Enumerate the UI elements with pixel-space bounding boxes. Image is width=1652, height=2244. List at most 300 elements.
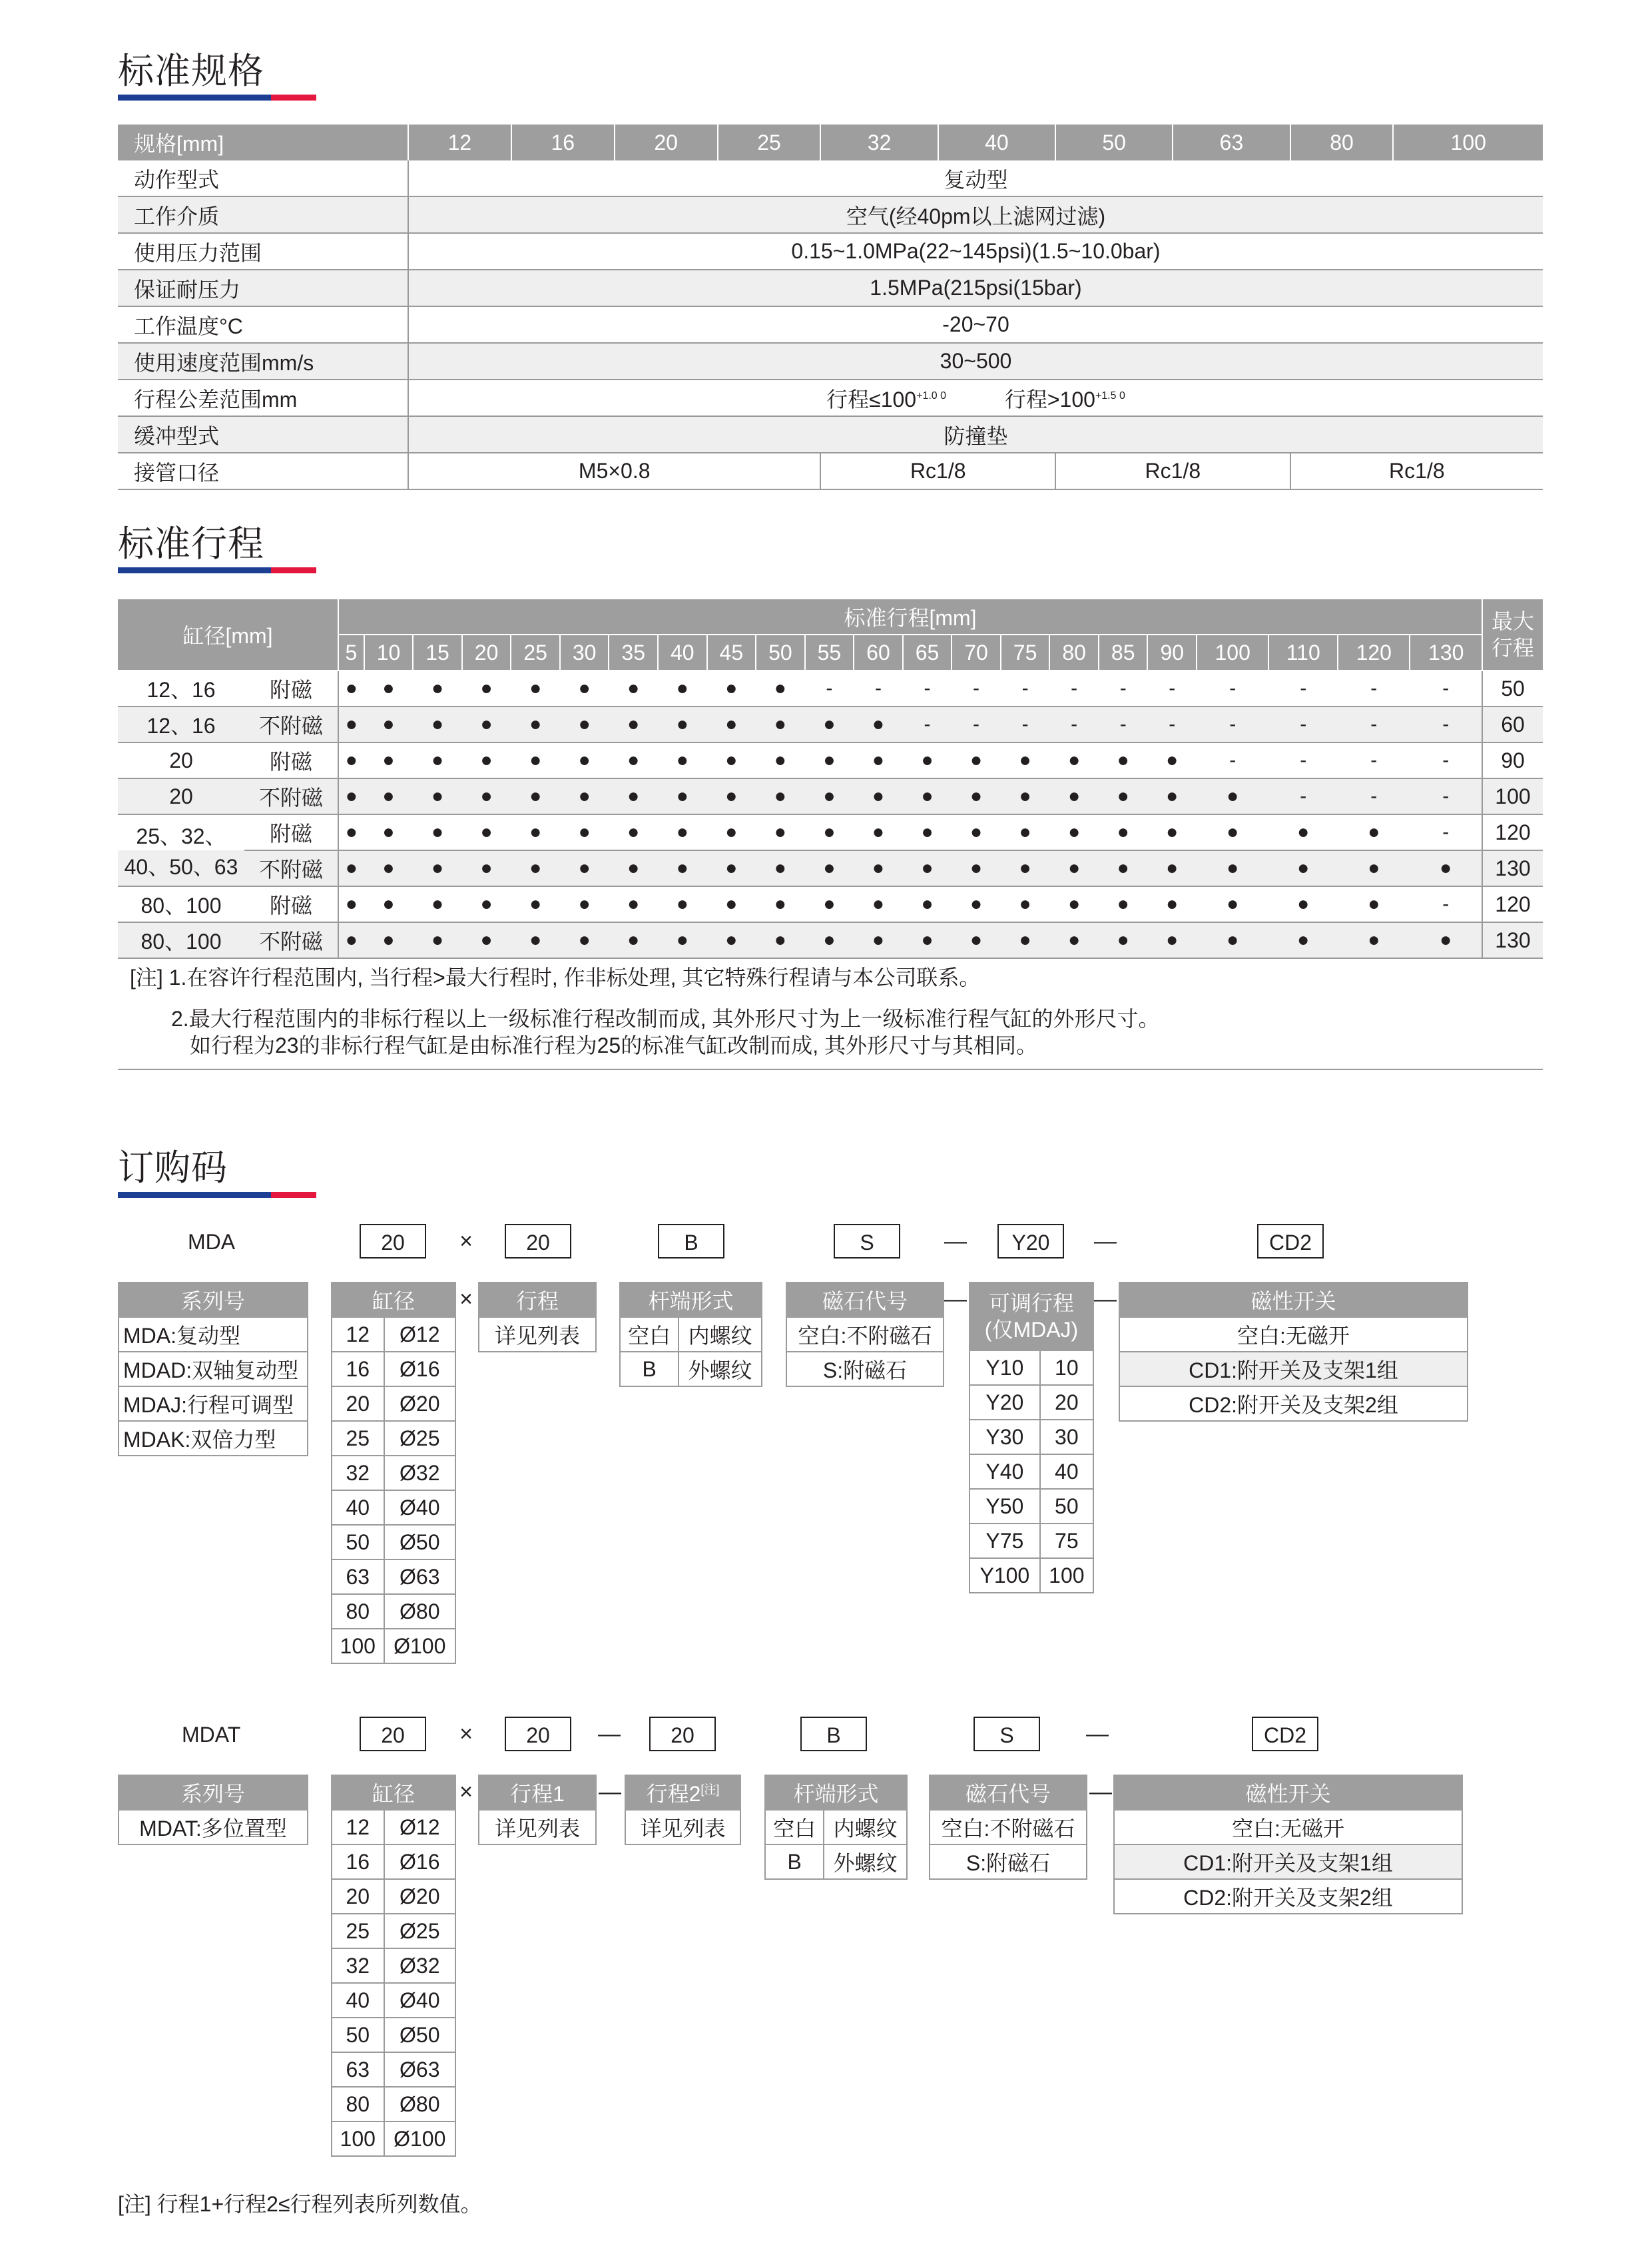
- available-dot: ●: [952, 814, 1001, 850]
- magnet-header: 磁石代号: [930, 1775, 1087, 1810]
- unavailable-dash: -: [1197, 706, 1268, 742]
- code-box-rod: B: [658, 1224, 724, 1259]
- code-box-bore: 20: [360, 1717, 426, 1751]
- available-dot: ●: [1099, 778, 1148, 814]
- bore-code: 20: [332, 1386, 384, 1421]
- available-dot: ●: [707, 778, 756, 814]
- available-dot: ●: [658, 671, 707, 706]
- bore-row: [332, 1879, 455, 1914]
- unavailable-dash: -: [1410, 706, 1482, 742]
- spec-row-label: 动作型式: [118, 160, 408, 196]
- available-dot: ●: [903, 814, 952, 850]
- available-dot: ●: [1099, 814, 1148, 850]
- stroke-row: [118, 778, 1543, 814]
- bore-code: 25: [332, 1421, 384, 1456]
- adjust-table: [969, 1282, 1094, 1593]
- port-value: Rc1/8: [1290, 453, 1543, 489]
- adjust-value: 100: [1040, 1558, 1093, 1593]
- title-underline: [118, 567, 316, 573]
- switch-item: CD2:附开关及支架2组: [1114, 1879, 1462, 1914]
- available-dot: ●: [462, 706, 511, 742]
- bore-row: [332, 1844, 455, 1879]
- available-dot: ●: [338, 778, 364, 814]
- bore-cell: 20: [118, 742, 244, 778]
- available-dot: ●: [756, 922, 805, 958]
- available-dot: ●: [658, 778, 707, 814]
- series-item: MDA:复动型: [119, 1317, 308, 1352]
- series-item: MDAD:双轴复动型: [119, 1352, 308, 1386]
- unavailable-dash: -: [1410, 778, 1482, 814]
- series-item: MDAK:双倍力型: [119, 1421, 308, 1456]
- series-item: MDAT:多位置型: [119, 1810, 308, 1844]
- bore-row: [332, 1421, 455, 1456]
- bore-code: 80: [332, 1594, 384, 1629]
- adjust-row: [969, 1489, 1093, 1524]
- bore-row: [332, 1914, 455, 1948]
- magnet-cell: 附磁: [244, 886, 338, 922]
- available-dot: ●: [364, 886, 413, 922]
- bore-diameter: Ø63: [384, 2052, 456, 2087]
- bore-row: [332, 1456, 455, 1490]
- stroke2-table: [625, 1775, 741, 1845]
- unavailable-dash: -: [1268, 671, 1338, 706]
- rod-table: [619, 1282, 762, 1387]
- spec-table: [118, 125, 1543, 490]
- available-dot: ●: [1049, 814, 1099, 850]
- tolerance-a-sup: +1.0 0: [916, 390, 947, 402]
- bore-cell: 40、50、63: [118, 850, 244, 886]
- stroke-value-header: 10: [364, 635, 413, 671]
- code-box-switch: CD2: [1257, 1224, 1324, 1259]
- unavailable-dash: -: [903, 706, 952, 742]
- bore-header: 缸径: [332, 1775, 455, 1810]
- stroke-value-header: 75: [1001, 635, 1050, 671]
- available-dot: ●: [707, 671, 756, 706]
- available-dot: ●: [756, 671, 805, 706]
- code-box-stroke1: 20: [505, 1717, 571, 1751]
- available-dot: ●: [364, 922, 413, 958]
- stroke-row: [118, 814, 1543, 850]
- stroke1-table: [478, 1775, 597, 1845]
- bore-diameter: Ø80: [384, 1594, 456, 1629]
- series-header: 系列号: [119, 1775, 308, 1810]
- available-dot: ●: [952, 850, 1001, 886]
- bore-row: [332, 2018, 455, 2052]
- stroke-value-header: 85: [1099, 635, 1148, 671]
- stroke-value-header: 80: [1049, 635, 1099, 671]
- adjust-header-line2: (仅MDAJ): [984, 1318, 1079, 1342]
- available-dot: ●: [364, 814, 413, 850]
- magnet-item: 空白:不附磁石: [786, 1317, 944, 1352]
- available-dot: ●: [1099, 922, 1148, 958]
- stroke-value-header: 35: [609, 635, 658, 671]
- adjust-row: [969, 1350, 1093, 1385]
- available-dot: ●: [854, 778, 903, 814]
- available-dot: ●: [338, 886, 364, 922]
- rod-code: 空白: [620, 1317, 679, 1352]
- bore-row: [332, 2121, 455, 2156]
- stroke-value-header: 20: [462, 635, 511, 671]
- available-dot: ●: [707, 706, 756, 742]
- spec-header-label: 规格[mm]: [118, 125, 408, 160]
- spec-row-value: 空气(经40pm以上滤网过滤): [408, 196, 1543, 233]
- available-dot: ●: [609, 886, 658, 922]
- series-header: 系列号: [119, 1282, 308, 1317]
- adjust-row: [969, 1558, 1093, 1593]
- unavailable-dash: -: [1147, 671, 1197, 706]
- switch-item: CD1:附开关及支架1组: [1114, 1844, 1462, 1879]
- available-dot: ●: [903, 778, 952, 814]
- stroke-value-header: 25: [511, 635, 560, 671]
- available-dot: ●: [1410, 850, 1482, 886]
- spec-row-value: 复动型: [408, 160, 1543, 196]
- available-dot: ●: [511, 922, 560, 958]
- adjust-row: [969, 1524, 1093, 1558]
- available-dot: ●: [1049, 850, 1099, 886]
- available-dot: ●: [1197, 850, 1268, 886]
- unavailable-dash: -: [1410, 742, 1482, 778]
- bore-diameter: Ø32: [384, 1948, 456, 1983]
- unavailable-dash: -: [805, 671, 854, 706]
- code-box-bore: 20: [360, 1224, 426, 1259]
- bore-diameter: Ø50: [384, 2018, 456, 2052]
- max-stroke-cell: 120: [1482, 886, 1543, 922]
- spec-row-label: 使用压力范围: [118, 233, 408, 270]
- unavailable-dash: -: [952, 671, 1001, 706]
- dash-sign: —: [599, 1779, 621, 1805]
- available-dot: ●: [338, 814, 364, 850]
- magnet-cell: 不附磁: [244, 778, 338, 814]
- available-dot: ●: [854, 706, 903, 742]
- stroke2-header: [625, 1775, 740, 1810]
- spec-row-label: 缓冲型式: [118, 416, 408, 453]
- adjust-code: Y75: [969, 1524, 1040, 1558]
- available-dot: ●: [1001, 922, 1050, 958]
- available-dot: ●: [560, 886, 609, 922]
- bore-code: 16: [332, 1844, 384, 1879]
- available-dot: ●: [1197, 814, 1268, 850]
- available-dot: ●: [1001, 742, 1050, 778]
- bore-code: 16: [332, 1352, 384, 1386]
- bore-cell: 25、32、: [136, 824, 226, 848]
- unavailable-dash: -: [1268, 778, 1338, 814]
- available-dot: ●: [1001, 814, 1050, 850]
- spec-row: [118, 270, 1543, 306]
- bore-code: 12: [332, 1810, 384, 1844]
- adjust-value: 30: [1040, 1420, 1093, 1454]
- available-dot: ●: [903, 850, 952, 886]
- spec-row-value: [408, 380, 1543, 416]
- stroke-value-header: 90: [1147, 635, 1197, 671]
- unavailable-dash: -: [1338, 706, 1410, 742]
- available-dot: ●: [658, 922, 707, 958]
- switch-table: [1113, 1775, 1463, 1914]
- bore-row: [332, 1386, 455, 1421]
- rod-table: [764, 1775, 908, 1880]
- spec-header-row: [118, 125, 1543, 160]
- available-dot: ●: [1268, 814, 1338, 850]
- bore-row: [332, 1490, 455, 1525]
- unavailable-dash: -: [854, 671, 903, 706]
- available-dot: ●: [805, 778, 854, 814]
- switch-item: CD1:附开关及支架1组: [1119, 1352, 1468, 1386]
- stroke-note-2a: 2.最大行程范围内的非标行程以上一级标准行程改制而成, 其外形尺寸为上一级标准行程气缸的外形尺寸。: [171, 1007, 1160, 1031]
- unavailable-dash: -: [1001, 706, 1050, 742]
- bore-row: [332, 1594, 455, 1629]
- magnet-item: S:附磁石: [786, 1352, 944, 1386]
- available-dot: ●: [854, 850, 903, 886]
- unavailable-dash: -: [903, 671, 952, 706]
- available-dot: ●: [462, 742, 511, 778]
- available-dot: ●: [854, 886, 903, 922]
- bore-col: 50: [1055, 125, 1173, 160]
- bore-col: 100: [1393, 125, 1543, 160]
- available-dot: ●: [1338, 922, 1410, 958]
- available-dot: ●: [560, 742, 609, 778]
- magnet-item: S:附磁石: [930, 1844, 1087, 1879]
- stroke-row: [118, 671, 1543, 706]
- available-dot: ●: [1338, 814, 1410, 850]
- rod-desc: 内螺纹: [679, 1317, 762, 1352]
- available-dot: ●: [413, 886, 462, 922]
- available-dot: ●: [413, 850, 462, 886]
- bore-code: 12: [332, 1317, 384, 1352]
- available-dot: ●: [658, 814, 707, 850]
- bore-code: 32: [332, 1948, 384, 1983]
- available-dot: ●: [1268, 886, 1338, 922]
- available-dot: ●: [952, 742, 1001, 778]
- bore-code: 50: [332, 2018, 384, 2052]
- bore-diameter: Ø40: [384, 1490, 456, 1525]
- adjust-code: Y30: [969, 1420, 1040, 1454]
- stroke-table: [118, 599, 1543, 959]
- available-dot: ●: [462, 922, 511, 958]
- available-dot: ●: [511, 850, 560, 886]
- available-dot: ●: [1147, 814, 1197, 850]
- spec-row-label: 工作介质: [118, 196, 408, 233]
- spec-row: [118, 416, 1543, 453]
- times-sign: ×: [459, 1286, 473, 1312]
- stroke-value-header: 60: [854, 635, 903, 671]
- bore-diameter: Ø16: [384, 1352, 456, 1386]
- unavailable-dash: -: [1147, 706, 1197, 742]
- spec-row: [118, 196, 1543, 233]
- adjust-code: Y20: [969, 1385, 1040, 1420]
- available-dot: ●: [1338, 850, 1410, 886]
- available-dot: ●: [658, 742, 707, 778]
- code-box-stroke: 20: [505, 1224, 571, 1259]
- stroke-value-header: 15: [413, 635, 462, 671]
- rod-desc: 内螺纹: [824, 1810, 907, 1844]
- spec-row-label: 接管口径: [118, 453, 408, 489]
- available-dot: ●: [805, 922, 854, 958]
- bore-row: [332, 1317, 455, 1352]
- bore-diameter: Ø100: [384, 2121, 456, 2156]
- available-dot: ●: [511, 706, 560, 742]
- stroke-value-header: 5: [338, 635, 364, 671]
- bore-code: 40: [332, 1490, 384, 1525]
- available-dot: ●: [805, 814, 854, 850]
- available-dot: ●: [756, 886, 805, 922]
- available-dot: ●: [1049, 742, 1099, 778]
- bore-row: [332, 1810, 455, 1844]
- available-dot: ●: [338, 671, 364, 706]
- bore-diameter: Ø63: [384, 1559, 456, 1594]
- switch-item: 空白:无磁开: [1114, 1810, 1462, 1844]
- available-dot: ●: [1099, 850, 1148, 886]
- bore-code: 80: [332, 2087, 384, 2121]
- stroke-table-order: [478, 1282, 597, 1352]
- stroke-header-row: [118, 599, 1543, 635]
- bore-row: [332, 2052, 455, 2087]
- available-dot: ●: [805, 706, 854, 742]
- available-dot: ●: [560, 671, 609, 706]
- bore-header: 缸径[mm]: [118, 599, 338, 671]
- available-dot: ●: [364, 706, 413, 742]
- spec-row: [118, 306, 1543, 343]
- spec-row-label: 使用速度范围mm/s: [118, 343, 408, 380]
- stroke-value-header: 120: [1338, 635, 1410, 671]
- adjust-value: 40: [1040, 1454, 1093, 1489]
- bore-col: 40: [938, 125, 1055, 160]
- bore-diameter: Ø12: [384, 1317, 456, 1352]
- magnet-cell: 不附磁: [244, 850, 338, 886]
- series-code-mdat: MDAT: [182, 1723, 241, 1747]
- unavailable-dash: -: [1049, 671, 1099, 706]
- times-sign: ×: [459, 1779, 473, 1805]
- title-underline: [118, 95, 316, 101]
- stroke1-header: 行程1: [479, 1775, 596, 1810]
- tolerance-b: 行程>100: [1004, 387, 1095, 412]
- available-dot: ●: [511, 742, 560, 778]
- bore-code: 20: [332, 1879, 384, 1914]
- available-dot: ●: [609, 742, 658, 778]
- spec-row-value: 防撞垫: [408, 416, 1543, 453]
- switch-header: 磁性开关: [1119, 1282, 1468, 1317]
- spec-row-value: 1.5MPa(215psi(15bar): [408, 270, 1543, 306]
- available-dot: ●: [903, 922, 952, 958]
- magnet-cell: 附磁: [244, 742, 338, 778]
- spec-row-label: 保证耐压力: [118, 270, 408, 306]
- max-header-line1: 最大: [1491, 609, 1534, 633]
- adjust-value: 10: [1040, 1350, 1093, 1385]
- unavailable-dash: -: [1410, 671, 1482, 706]
- available-dot: ●: [511, 886, 560, 922]
- rod-desc: 外螺纹: [679, 1352, 762, 1386]
- unavailable-dash: -: [1338, 742, 1410, 778]
- available-dot: ●: [462, 886, 511, 922]
- stroke-value-header: 30: [560, 635, 609, 671]
- dash-sign: —: [944, 1286, 967, 1312]
- adjust-value: 75: [1040, 1524, 1093, 1558]
- unavailable-dash: -: [952, 706, 1001, 742]
- dash-sign: —: [1086, 1721, 1109, 1747]
- spec-row: [118, 160, 1543, 196]
- spec-row-value: 30~500: [408, 343, 1543, 380]
- spec-row: [118, 453, 1543, 489]
- available-dot: ●: [756, 814, 805, 850]
- stroke2-value: 详见列表: [625, 1810, 740, 1844]
- available-dot: ●: [560, 706, 609, 742]
- available-dot: ●: [854, 742, 903, 778]
- unavailable-dash: -: [1338, 778, 1410, 814]
- bore-diameter: Ø50: [384, 1525, 456, 1559]
- bore-code: 63: [332, 2052, 384, 2087]
- dash-sign: —: [944, 1229, 967, 1254]
- available-dot: ●: [1099, 742, 1148, 778]
- magnet-item: 空白:不附磁石: [930, 1810, 1087, 1844]
- available-dot: ●: [609, 850, 658, 886]
- bore-col: 80: [1290, 125, 1394, 160]
- bore-row: [332, 2087, 455, 2121]
- bore-diameter: Ø32: [384, 1456, 456, 1490]
- available-dot: ●: [707, 922, 756, 958]
- bore-code: 50: [332, 1525, 384, 1559]
- bore-diameter: Ø25: [384, 1421, 456, 1456]
- times-sign: ×: [459, 1721, 473, 1747]
- available-dot: ●: [413, 742, 462, 778]
- available-dot: ●: [338, 742, 364, 778]
- available-dot: ●: [707, 814, 756, 850]
- switch-item: 空白:无磁开: [1119, 1317, 1468, 1352]
- bore-table: [331, 1282, 456, 1664]
- available-dot: ●: [364, 850, 413, 886]
- unavailable-dash: -: [1338, 671, 1410, 706]
- available-dot: ●: [756, 778, 805, 814]
- stroke-note-1: [注] 1.在容许行程范围内, 当行程>最大行程时, 作非标处理, 其它特殊行程请与本公司联系。: [130, 966, 981, 989]
- max-stroke-cell: 100: [1482, 778, 1543, 814]
- available-dot: ●: [658, 886, 707, 922]
- available-dot: ●: [413, 671, 462, 706]
- bore-cell: 12、16: [118, 706, 244, 742]
- stroke-value-header: 50: [756, 635, 805, 671]
- unavailable-dash: -: [1268, 706, 1338, 742]
- bore-row: [332, 1352, 455, 1386]
- bore-code: 40: [332, 1983, 384, 2018]
- available-dot: ●: [903, 742, 952, 778]
- available-dot: ●: [1147, 886, 1197, 922]
- code-box-stroke2: 20: [649, 1717, 716, 1751]
- series-table: [118, 1282, 308, 1456]
- available-dot: ●: [462, 671, 511, 706]
- available-dot: ●: [756, 850, 805, 886]
- stroke-value-header: 40: [658, 635, 707, 671]
- adjust-value: 50: [1040, 1489, 1093, 1524]
- available-dot: ●: [609, 814, 658, 850]
- bore-diameter: Ø80: [384, 2087, 456, 2121]
- stroke1-value: 详见列表: [479, 1810, 596, 1844]
- adjust-row: [969, 1385, 1093, 1420]
- available-dot: ●: [364, 671, 413, 706]
- bore-col: 63: [1173, 125, 1290, 160]
- mdat-note: [注] 行程1+行程2≤行程列表所列数值。: [118, 2192, 482, 2216]
- spec-row-value: -20~70: [408, 306, 1543, 343]
- available-dot: ●: [1049, 886, 1099, 922]
- magnet-cell: 不附磁: [244, 922, 338, 958]
- unavailable-dash: -: [1099, 671, 1148, 706]
- available-dot: ●: [1197, 922, 1268, 958]
- bore-code: 63: [332, 1559, 384, 1594]
- bore-code: 100: [332, 2121, 384, 2156]
- available-dot: ●: [413, 922, 462, 958]
- magnet-cell: 附磁: [244, 671, 338, 706]
- bore-row: [332, 1629, 455, 1663]
- bore-diameter: Ø20: [384, 1879, 456, 1914]
- series-code-mda: MDA: [188, 1230, 236, 1254]
- bore-col: 25: [718, 125, 821, 160]
- bore-diameter: Ø12: [384, 1810, 456, 1844]
- available-dot: ●: [1268, 850, 1338, 886]
